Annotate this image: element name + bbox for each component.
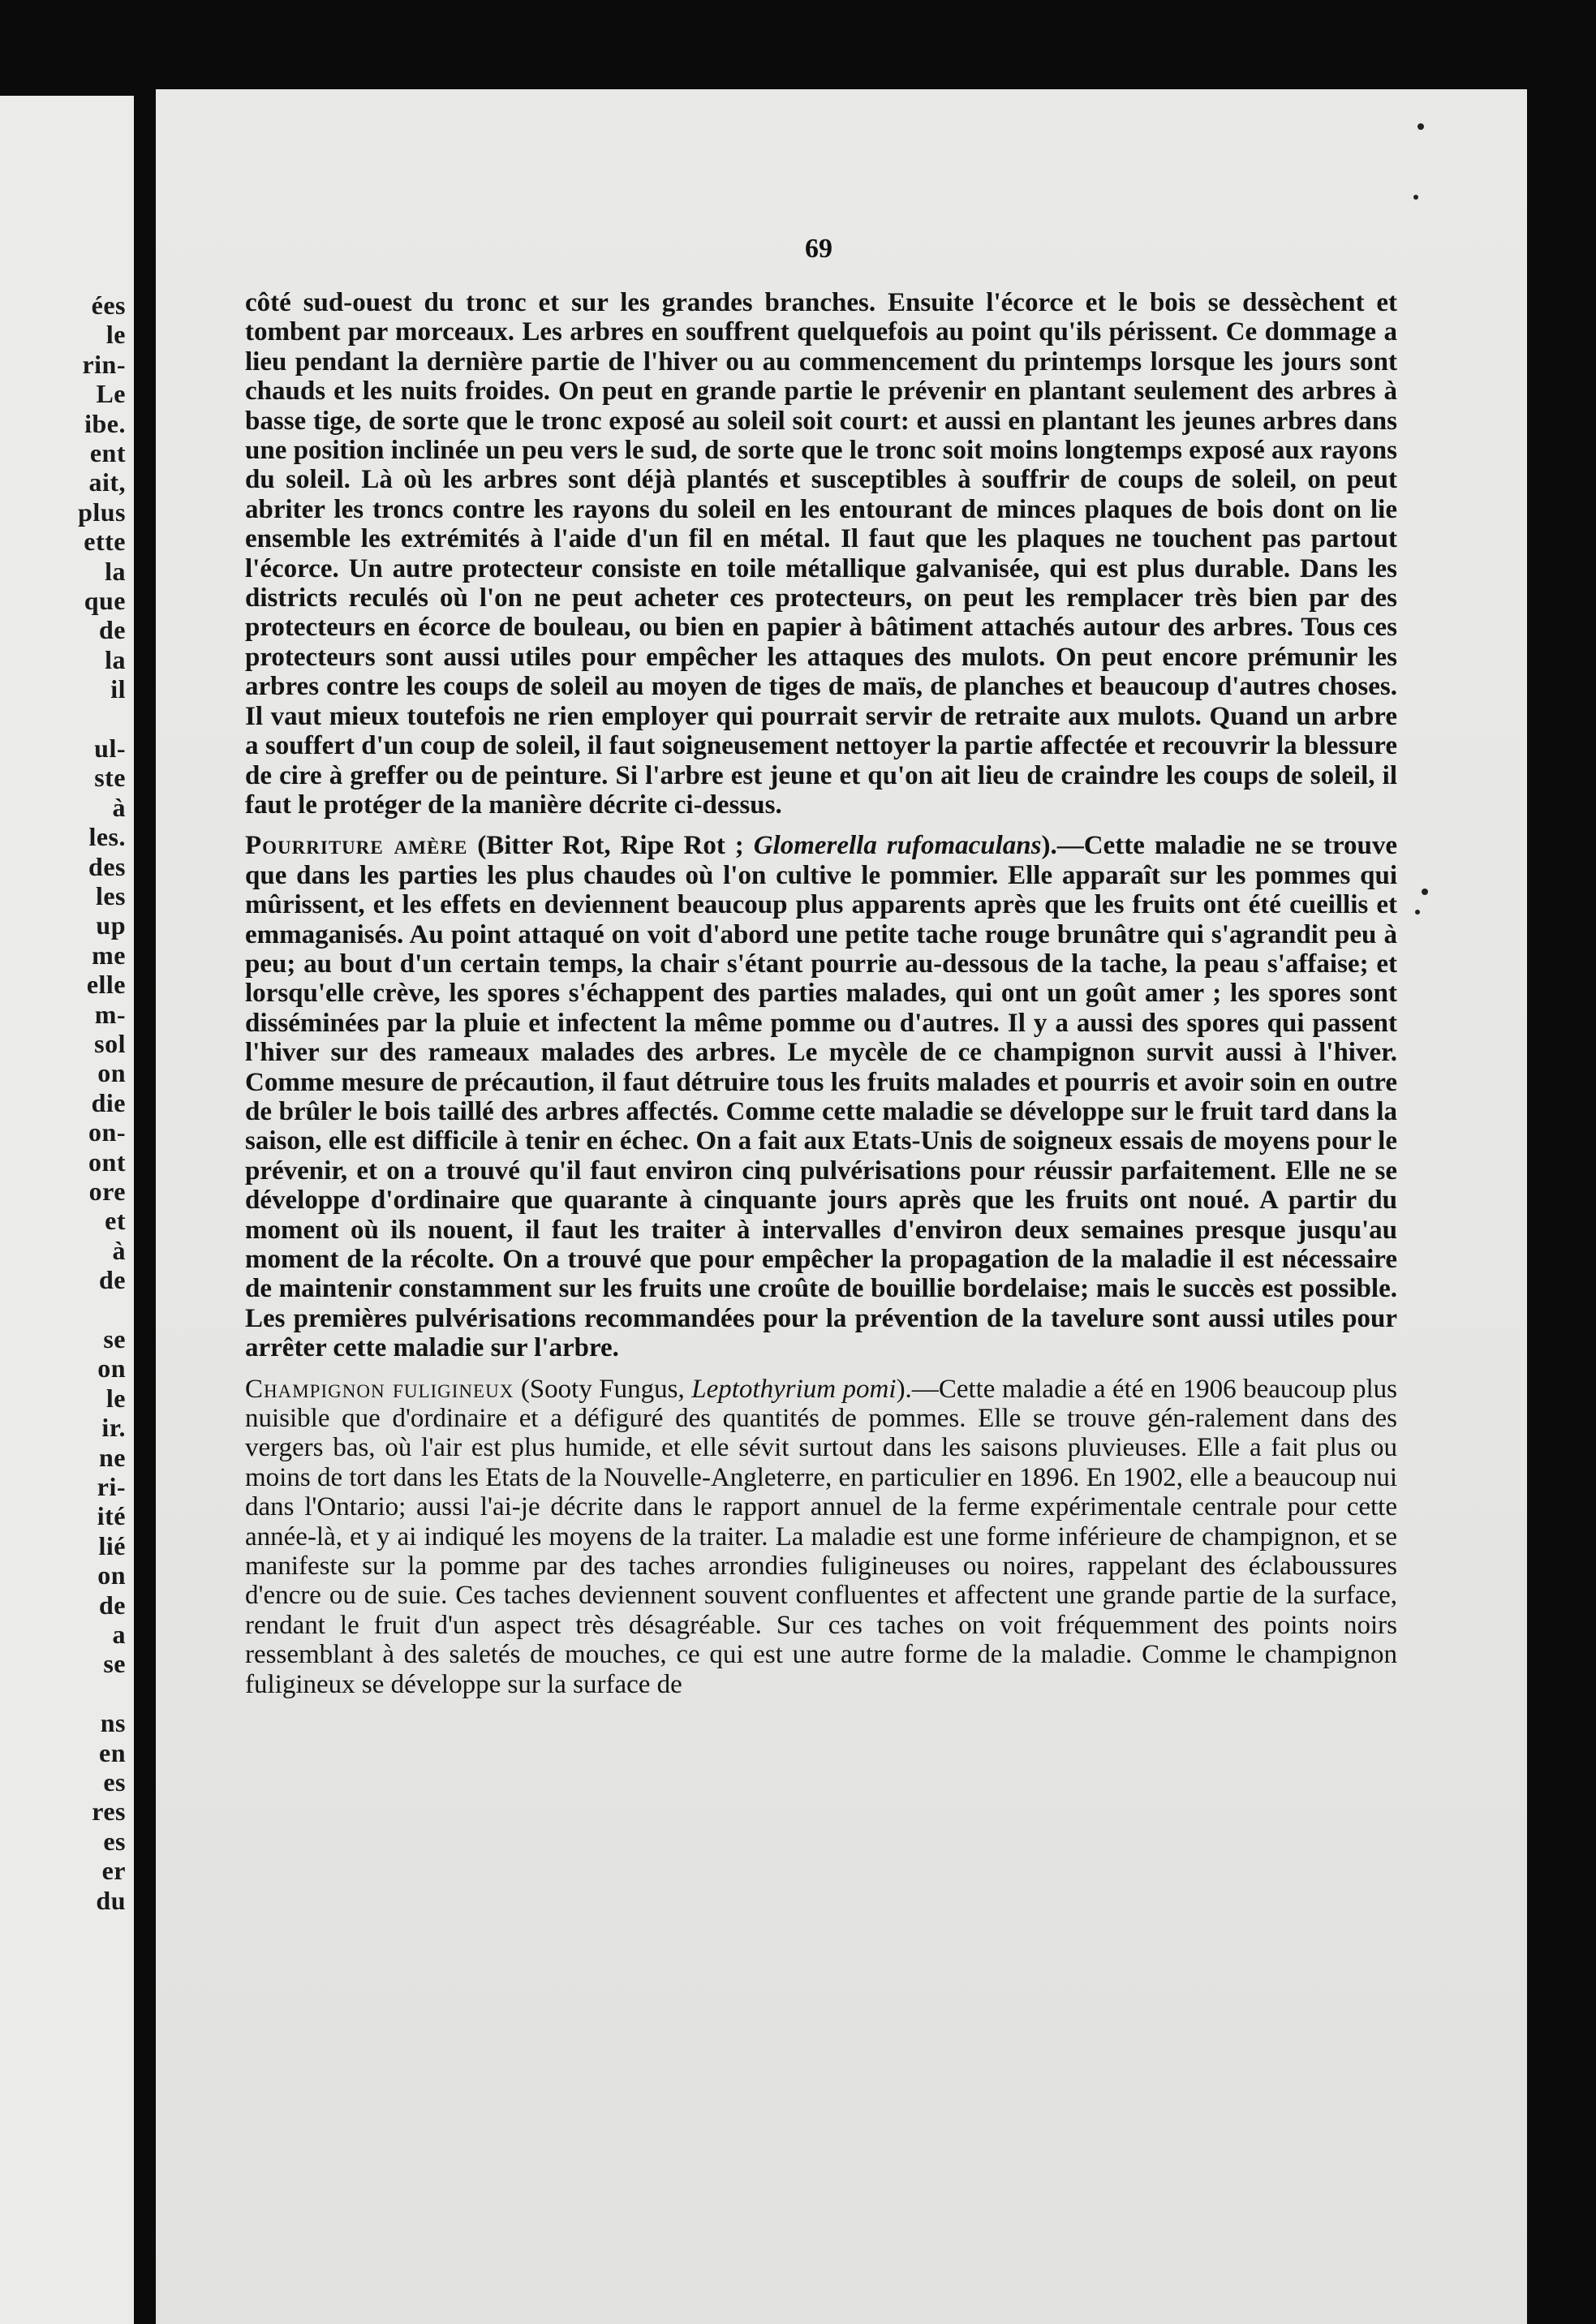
left-page-fragment: ait, xyxy=(88,467,126,497)
latin-name-sooty-fungus: Leptothyrium pomi xyxy=(691,1374,897,1404)
left-page-fragment: de xyxy=(99,1265,126,1295)
left-page-fragment: de xyxy=(99,615,126,645)
left-page-fragment: on xyxy=(97,1354,126,1384)
left-page-fragment: ore xyxy=(88,1177,126,1206)
left-page-fragment: les xyxy=(95,881,126,910)
paper-speck xyxy=(1422,889,1428,895)
left-page-fragment: ns xyxy=(100,1708,126,1738)
left-page-fragment: il xyxy=(110,674,126,704)
left-page-fragment: de xyxy=(99,1590,126,1620)
left-page-fragment: ste xyxy=(94,763,126,793)
latin-name-bitter-rot: Glomerella rufomaculans xyxy=(753,831,1042,861)
left-page-fragment: ées xyxy=(91,290,126,320)
body-bitter-rot: Cette maladie ne se trouve que dans les parties les plus chaudes où l'on cultive le pommier. Elle apparaît sur les pommes qui mûrissent, et les effets en deviennent beaucoup plus apparents après que les fruits ont été cueillis et emmaganisés. Au point attaqué on voit d'abord une petite tache rouge brunâtre qui s'agrandit peu à peu; au bout d'un certain temps, la chair s'étant pourrie au-dessous de la tache, la peau s'affaise; et lorsqu'elle crève, les spores s'échappent des parties malades, qui ont un goût amer ; les spores sont disséminées par la pluie et infectent la même pomme ou d'autres. Il y a aussi des spores qui passent l'hiver sur des rameaux malades des arbres. Le mycèle de ce champignon survit aussi à l'hiver. Comme mesure de précaution, il faut détruire tous les fruits malades et pourris et avoir soin en outre de brûler le bois taillé des arbres affectés. Comme cette maladie se développe sur le fruit tard dans la saison, elle est difficile à tenir en échec. On a fait aux Etats-Unis de soigneux essais de moyens pour le prévenir, et on a trouvé qu'il faut environ cinq pulvérisations pour réussir parfaitement. Elle ne se développe d'ordinaire que quarante à cinquante jours après que les fruits ont noué. A partir du moment où ils nouent, il faut les traiter à intervalles d'environ deux semaines presque jusqu'au moment de la récolte. On a trouvé que pour empêcher la propagation de la maladie il est nécessaire de maintenir constamment sur les fruits une croûte de bouillie bordelaise; mais le succès est possible. Les premières pulvérisations recommandées pour la prévention de la tavelure sont aussi utiles pour arrêter cette maladie sur l'arbre. xyxy=(245,831,1398,1363)
common-names-bitter-rot: (Bitter Rot, Ripe Rot ; xyxy=(467,831,754,861)
left-page-fragment: me xyxy=(92,940,126,970)
left-page-fragment: ul- xyxy=(94,734,126,763)
section-heading-sooty-fungus: Champignon fuligineux xyxy=(245,1374,514,1404)
left-page-fragment: on xyxy=(97,1058,126,1088)
left-page-fragment: plus xyxy=(78,497,126,527)
left-page-fragment: ne xyxy=(99,1442,126,1472)
left-page-fragment: Le xyxy=(96,379,126,409)
left-page-fragment: à xyxy=(112,792,126,822)
left-page-fragment: à xyxy=(112,1235,126,1265)
paper-speck xyxy=(1417,123,1424,130)
left-page-fragment: que xyxy=(84,586,126,615)
left-page-fragment: elle xyxy=(86,970,126,1000)
left-page-fragment: se xyxy=(103,1324,126,1354)
left-page-fragment: le xyxy=(105,1383,126,1413)
left-page-fragment: die xyxy=(91,1087,126,1117)
left-page-fragment: m- xyxy=(94,999,126,1029)
dash-bitter-rot: ).— xyxy=(1041,831,1084,861)
left-page-fragment: up xyxy=(96,910,126,940)
book-page xyxy=(156,89,1527,2324)
left-page-fragment: sol xyxy=(94,1029,126,1058)
page-number: 69 xyxy=(805,234,832,264)
left-page-fragment: la xyxy=(105,556,126,586)
scan-border xyxy=(1527,105,1596,2324)
paper-speck xyxy=(1415,910,1420,915)
paper-speck xyxy=(1413,195,1418,200)
left-page-fragment: ri- xyxy=(97,1472,126,1501)
left-page-fragment: res xyxy=(92,1797,126,1827)
dash-sooty-fungus: ).— xyxy=(896,1374,939,1404)
left-page-fragment: et xyxy=(105,1206,126,1236)
left-page-fragment: se xyxy=(103,1649,126,1679)
left-page-fragment: du xyxy=(96,1885,126,1915)
body-sooty-fungus: Cette maladie a été en 1906 beaucoup plus nuisible que d'ordinaire et a défiguré des quantités de pommes. Elle se trouve gén-ralement dans des vergers bas, où l'air est plus humide, et elle sévit surtout dans les saisons pluvieuses. Elle a fait plus ou moins de tort dans les Etats de la Nouvelle-Angleterre, en particulier en 1896. En 1902, elle a beaucoup nui dans l'Ontario; aussi l'ai-je décrite dans le rapport annuel de la ferme expérimentale centrale pour cette année-là, et y ai indiqué les moyens de la traiter. La maladie est une forme inférieure de champignon, et se manifeste sur la pomme par des taches arrondies fuligineuses ou noires, rappelant des éclaboussures d'encre ou de suie. Ces taches deviennent souvent confluentes et affectent une grande partie de la surface, rendant le fruit d'un aspect très désagréable. Sur ces taches on voit fréquemment des points noirs ressemblant à des saletés de mouches, ce qui est une autre forme de la maladie. Comme le champignon fuligineux se développe sur la surface de xyxy=(245,1374,1397,1699)
left-page-fragment: er xyxy=(101,1856,126,1886)
section-heading-bitter-rot: Pourriture amère xyxy=(245,831,468,861)
common-names-sooty-fungus: (Sooty Fungus, xyxy=(514,1374,692,1404)
left-page-fragment: lié xyxy=(98,1530,126,1560)
left-page-fragment: ir. xyxy=(101,1413,126,1443)
left-page-fragment: ité xyxy=(97,1501,126,1531)
left-page-fragment: on xyxy=(97,1560,126,1590)
book-gutter xyxy=(134,0,156,2324)
left-page-fragment: les. xyxy=(88,822,126,852)
adjacent-page-fragment xyxy=(0,96,134,2324)
left-page-fragment: es xyxy=(103,1826,126,1856)
left-page-fragment: ont xyxy=(88,1147,126,1177)
left-page-fragment: le xyxy=(105,320,126,350)
paragraph-sunscald: côté sud-ouest du tronc et sur les grandes branches. Ensuite l'écorce et le bois se dessèchent et tombent par morceaux. Les arbres en souffrent quelquefois au point qu'ils périssent. Ce dommage a lieu pendant la dernière partie de l'hiver ou au commencement du printemps lorsque les jours sont chauds et les nuits froides. On peut en grande partie le prévenir en plantant seulement des arbres à basse tige, de sorte que le tronc exposé au soleil soit court: et aussi en plantant les jeunes arbres dans une position inclinée un peu vers le sud, de sorte que le tronc soit moins longtemps exposé aux rayons du soleil. Là où les arbres sont déjà plantés et susceptibles à souffrir de coups de soleil, on peut abriter les troncs contre les rayons du soleil en les entourant de minces plaques de bois dont on lie ensemble les extrémités à l'aide d'un fil en métal. Il faut que les plaques ne touchent pas partout l'écorce. Un autre protecteur consiste en toile métallique galvanisée, qui est plus durable. Dans les districts reculés où l'on ne peut acheter ces protecteurs, on peut les remplacer très bien par des protecteurs en écorce de bouleau, ou bien en papier à bâtiment attachés autour des arbres. Tous ces protecteurs sont aussi utiles pour empêcher les attaques des mulots. On peut encore prémunir les arbres contre les coups de soleil au moyen de tiges de maïs, de planches et beaucoup d'autres choses. Il vaut mieux toutefois ne rien employer qui pourrait servir de retraite aux mulots. Quand un arbre a souffert d'un coup de soleil, il faut soigneusement nettoyer la partie affectée et recouvrir la blessure de cire à greffer ou de peinture. Si l'arbre est jeune et qu'on ait lieu de craindre les coups de soleil, il faut le protéger de la manière décrite ci-dessus. xyxy=(245,288,1397,820)
paragraph-bitter-rot xyxy=(245,831,1397,1362)
left-page-fragment: ette xyxy=(84,527,126,557)
left-page-fragment: ent xyxy=(89,438,126,467)
left-page-fragment: la xyxy=(105,644,126,674)
left-page-fragment: es xyxy=(103,1767,126,1797)
left-page-fragment: en xyxy=(99,1737,126,1767)
left-page-fragment: on- xyxy=(88,1117,126,1147)
left-page-fragment: rin- xyxy=(82,349,126,379)
page-text xyxy=(245,288,1397,1711)
paragraph-sooty-fungus xyxy=(245,1375,1397,1699)
left-page-fragment: des xyxy=(88,851,126,881)
left-page-fragment: ibe. xyxy=(84,408,126,438)
left-page-fragment: a xyxy=(112,1620,126,1649)
